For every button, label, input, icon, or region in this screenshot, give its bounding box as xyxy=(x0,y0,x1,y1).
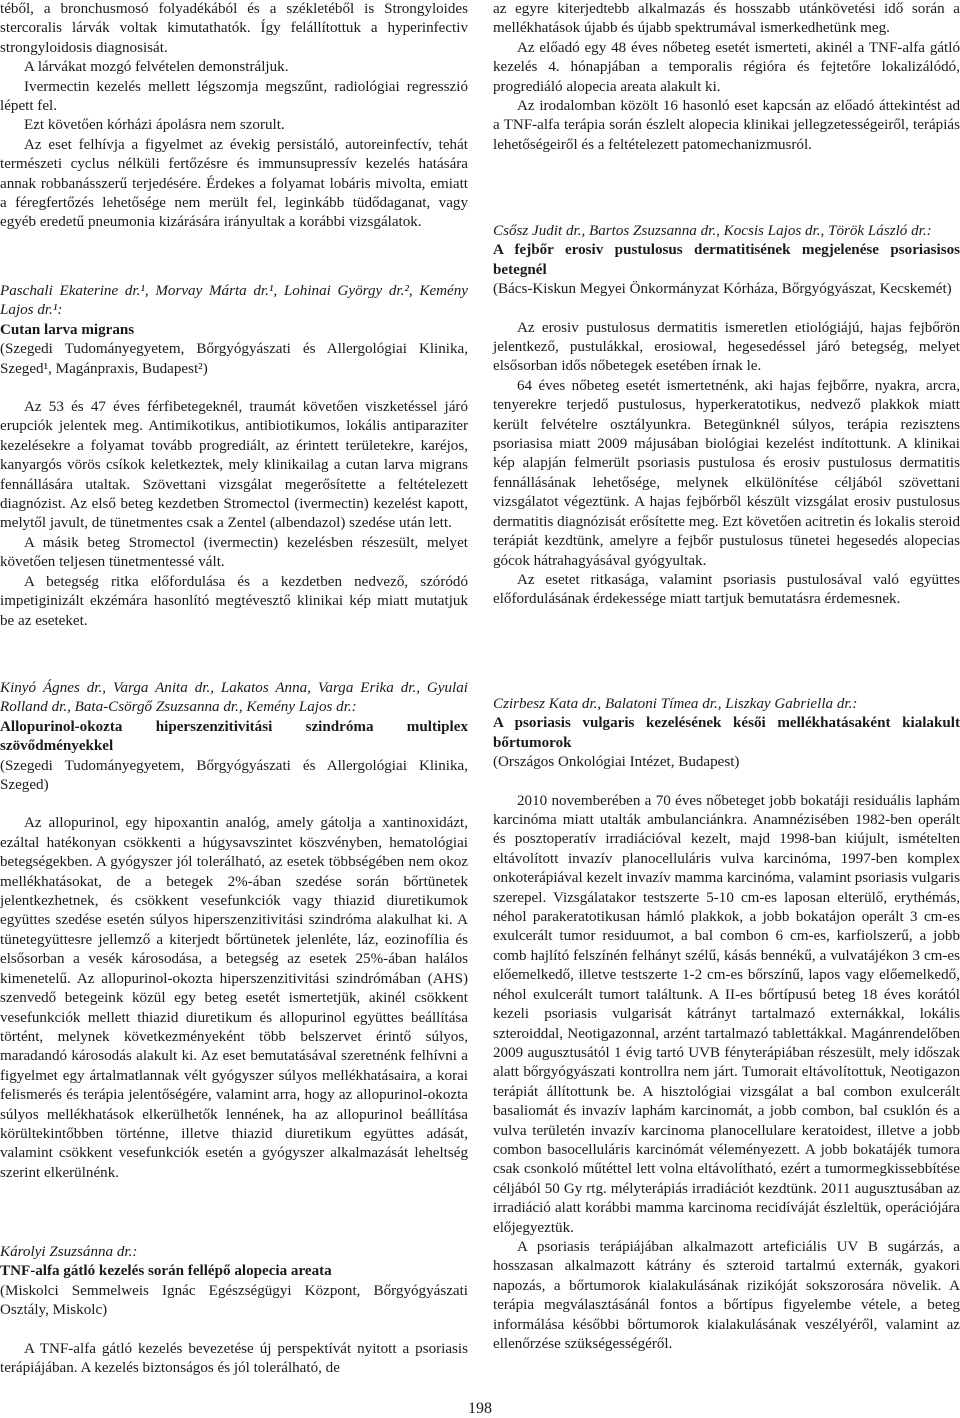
abstract-affiliation: (Miskolci Semmelweis Ignác Egészségügyi Központ, Bőrgyógyászati Osztály, Miskolc) xyxy=(0,1282,468,1319)
abstract-allopurinol xyxy=(0,679,468,1183)
paragraph: Az esetet ritkasága, valamint psoriasis pustulosával való együttes előfordulásának érdekessége miatt tartjuk bemutatásra érdemesnek. xyxy=(493,571,960,608)
paragraph: Az előadó egy 48 éves nőbeteg esetét ismerteti, akinél a TNF-alfa gátló kezelés 4. hónapjában a temporalis régióra és fejtetőre lokalizálódó, progrediáló alopecia areata alakult ki. xyxy=(493,39,960,95)
abstract-affiliation: (Bács-Kiskun Megyei Önkormányzat Kórháza, Bőrgyógyászat, Kecskemét) xyxy=(493,281,952,298)
paragraph: téből, a bronchusmosó folyadékából és a székletéből is Strongyloides stercoralis lárvák voltak kimutathatók. Így felállítottuk a hyperinfectiv strongyloidosis diagnosisát. xyxy=(0,1,468,56)
abstract-authors: Paschali Ekaterine dr.¹, Morvay Márta dr.¹, Lohinai György dr.², Kemény Lajos dr.¹: xyxy=(0,283,468,319)
abstract-authors: Kinyó Ágnes dr., Varga Anita dr., Lakatos Anna, Varga Erika dr., Gyulai Rolland dr., Bata-Csörgő Zsuzsanna dr., Kemény Lajos dr.: xyxy=(0,680,468,716)
paragraph: 64 éves nőbeteg esetét ismertetnénk, aki hajas fejbőrre, nyakra, arcra, tenyerekre terjedő pustulosus, hyperkeratotikus, nedvező plakkok miatt került felvételre osztályunkra. Betegünknél súlyos, terápia rezisztens psoriasisa miatt 2009 májusában biológiai kezelést indítottunk. A klinikai kép alapján felmerült psoriasis pustulosa és erosiv pustulosus dermatitis fennállásának lehetősége, melynek elkülönítése céljából szövettani vizsgálatot végeztünk. A hajas fejbőrből készült vizsgálat erosiv pustulosus dermatitis diagnózisát erősítette meg. Ezt követően acitretin és lokalis steroid terápiát kezdtünk, amelyre a fejbőr pustulosus tünetei hegesedés alopecias gócok hátrahagyásával gyógyultak. xyxy=(493,377,960,569)
abstract-title: Cutan larva migrans xyxy=(0,321,135,338)
page-number: 198 xyxy=(468,1400,492,1417)
abstract-title: A fejbőr erosiv pustulosus dermatitisének megjelenése psoriasisos betegnél xyxy=(493,242,960,278)
abstract-authors: Csősz Judit dr., Bartos Zsuzsanna dr., Kocsis Lajos dr., Török László dr.: xyxy=(493,223,932,239)
paragraph: A lárvákat mozgó felvételen demonstráljuk. xyxy=(24,59,289,76)
abstract-affiliation: (Országos Onkológiai Intézet, Budapest) xyxy=(493,754,740,771)
paragraph: Az eset felhívja a figyelmet az évekig persistáló, autoreinfectív, tehát természeti cyclus nélküli fertőzésre és immunsupressív kezelés hatására annak robbanásszerű terjedésére. Érdekes a folyamat lobáris mivolta, emiatt a féregfertőzés lehetősége nem merült fel, leginkább tüdődaganat, vagy egyéb eredetű pneumonia kizárására irányultak a korábbi vizsgálatok. xyxy=(0,136,468,231)
paragraph: 2010 novemberében a 70 éves nőbeteget jobb bokatáji residuális laphám karcinóma miatt utalták ambulanciánkra. Anamnézisében 1982-ben operált és posztoperatív irradiációval kezelt, majd 1998-ban kiújult, ismételten eltávolított invazív planocelluláris vulva karcinóma, 1997-ben komplex onkoterápiával kezelt invazív mamma karcinóma, valamint psoriasis vulgaris szerepel. Vizsgálatakor testszerte 5-10 cm-es laposan elterülő, erythémás, néhol parakeratotikusan hámló plakkok, a jobb bokatájon operált 3 cm-es exulcerált tumor residuumot, a bal combon 6 cm-es, karfiolszerű, a jobb comb hajlító felszínén felhányt szélű, kásás bennékű, a vulvatájékon 3 cm-es előemelkedő, illetve testszerte 1-2 cm-es bőrszínű, lapos vagy előemelkedő, néhol exulcerált tumort találtunk. A II-es bőrtípusú beteg 18 éves korától kezeli psoriasis vulgarisát kátrányt tartalmazó externákkal, lokális szteroiddal, Neotigazonnal, arzént tartalmazó tablettákkal. Magánrendelőben 2009 augusztusától 1 évig tartó UVB fényterápiában részesült, mely időszak alatt bőrgyógyászati kontrollra nem járt. Tumorait eltávolítottuk, Neotigazon terápiát állítottunk be. A hisztológiai vizsgálat a bal combon exulcerált basaliomát és invazív laphám karcinomát, a jobb combon, bal csuklón és a vulva területén invazív karcinoma planocellulare keratoidest, illetve a jobb combon basocelluláris karcinómát véleményezett. A jobb bokatájék tumora csak csonkoló műtéttel lett volna eltávolítható, ezért a tumormegkissebbítése céljából 50 Gy rtg. mélyterápiás irradiációt kezdtünk. 2011 augusztusában az irradiáció alatt korábbi mamma karcinoma recidíváját észleltük, operációjára előjegyeztük. xyxy=(493,792,960,1236)
abstract-erosiv-pustulosus xyxy=(493,222,960,610)
abstract-affiliation: (Szegedi Tudományegyetem, Bőrgyógyászati és Allergológiai Klinika, Szeged¹, Magánpraxis, Budapest²) xyxy=(0,341,468,377)
paragraph: Ivermectin kezelés mellett légszomja megszűnt, radiológiai regresszió lépett fel. xyxy=(0,78,468,115)
abstract-title: A psoriasis vulgaris kezelésének késői mellékhatásaként kialakult bőrtumorok xyxy=(493,715,960,751)
tnf-continuation xyxy=(493,0,960,155)
paragraph: A psoriasis terápiájában alkalmazott arteficiális UV B sugárzás, a hosszasan alkalmazott kátrány és szteroid tartalmú externák, gyakori napozás, a bőrtumorok kialakulásának rizikóját sokszorosára növelik. A terápia megválasztásánál fontos a bőrtípus figyelembe vétele, a beteg informálása későbbi bőrtumorok kialakulásának veszélyéről, valamint az ellenőrzése szükségességéről. xyxy=(493,1238,960,1352)
abstract-title: Allopurinol-okozta hiperszenzitivitási szindróma multiplex szövődményekkel xyxy=(0,718,468,755)
paragraph: A másik beteg Stromectol (ivermectin) kezelésben részesült, melyet követően teljesen tünetmentessé vált. xyxy=(0,534,468,571)
paragraph: A TNF-alfa gátló kezelés bevezetése új perspektívát nyitott a psoriasis terápiájában. A kezelés biztonságos és jól tolerálható, de xyxy=(0,1340,468,1377)
paragraph: A betegség ritka előfordulása és a kezdetben nedvező, szóródó impetiginizált ekzémára hasonlító megtévesztő klinikai kép miatt mutatjuk be az eseteket. xyxy=(0,573,468,629)
paragraph: Ezt követően kórházi ápolásra nem szorult. xyxy=(24,117,285,134)
paragraph: az egyre kiterjedtebb alkalmazás és hosszabb utánkövetési idő során a mellékhatások újabb és újabb spektrumával ismerkedhetünk meg. xyxy=(493,1,960,37)
abstract-cutan-larva-migrans xyxy=(0,282,468,631)
abstract-tnf-alfa xyxy=(0,1243,468,1378)
paragraph: Az erosiv pustulosus dermatitis ismeretlen etiológiájú, hajas fejbőrön jelentkező, pustulákkal, erosiowal, hegesedéssel járó betegség, melyet elsősorban idős nőbetegek esetében írnak le. xyxy=(493,319,960,375)
abstract-affiliation: (Szegedi Tudományegyetem, Bőrgyógyászati és Allergológiai Klinika, Szeged) xyxy=(0,757,468,794)
abstract-authors: Czirbesz Kata dr., Balatoni Tímea dr., Liszkay Gabriella dr.: xyxy=(493,696,858,712)
paragraph: Az irodalomban közölt 16 hasonló eset kapcsán az előadó áttekintést ad a TNF-alfa terápia során észlelt alopecia klinikai jellegzetességeiről, terápiás lehetőségeiről és a feltételezett patomechanizmusról. xyxy=(493,98,960,153)
abstract-authors: Károlyi Zsuzsánna dr.: xyxy=(0,1244,138,1260)
paragraph: Az 53 és 47 éves férfibetegeknél, traumát követően viszketéssel járó erupciók jelentek meg. Antimikotikus, antibiotikumos, lokális antiparaziter kezelésekre a folyamat tovább progrediált, az érintett területekre, karéjos, kanyargós vörös csíkok keletkeztek, mely klinikailag a cutan larva migrans fennállására utaltak. Szövettani vizsgálat megerősítette a feltételezett diagnózist. Az első beteg kezdetben Stromectol (ivermectin) kezelést kapott, melytől javult, de tünetmentes csak a Zentel (albendazol) szedése után lett. xyxy=(0,399,468,532)
strongyloides-continuation xyxy=(0,0,468,233)
paragraph: Az allopurinol, egy hipoxantin analóg, amely gátolja a xantinoxidázt, ezáltal hatékonyan csökkenti a húgysavszintet köszvényben, hematológiai betegségekben. A gyógyszer jól tolerálható, az esetek többségében nem okoz mellékhatásokat, de a betegek 2%-ában szedése során bőrtünetek jelentkezhetnek, és csökkent vesefunkciók vagy thiazid diuretikumok együttes szedése esetén súlyos hiperszenzitivitási szindróma alakulhat ki. A tünetegyüttesre jellemző a kiterjedt bőrtünetek jelenléte, láz, eozinofília és elsősorban a vesék károsodása, a betegség az esetek 25%-ában halálos kimenetelű. Az allopurinol-okozta hiperszenzitivitási szindrómában (AHS) szenvedő betegeink közül egy beteg esetét ismertetjük, akinél csökkent vesefunkciók mellett thiazid diuretikum és allopurinol együttes beállítása történt, melynek következményeként több belszervet érintő súlyos, maradandó károsodás alakult ki. Az eset bemutatásával szeretnénk felhívni a figyelmet egy ártalmatlannak vélt gyógyszer súlyos mellékhatásaira, a korai felismerés és terápia jelentőségére, valamint arra, hogy az allopurinol-okozta súlyos mellékhatások elkerülhetők lennének, ha az allopurinol beállítása körültekintőbben történne, illetve thiazid diuretikum együttes adását, valamint csökkent vesefunkciók esetén a gyógyszer alkalmazását leheltség szerint elkerülnénk. xyxy=(0,815,468,1181)
abstract-psoriasis-vulgaris xyxy=(493,695,960,1354)
abstract-title: TNF-alfa gátló kezelés során fellépő alopecia areata xyxy=(0,1263,332,1280)
